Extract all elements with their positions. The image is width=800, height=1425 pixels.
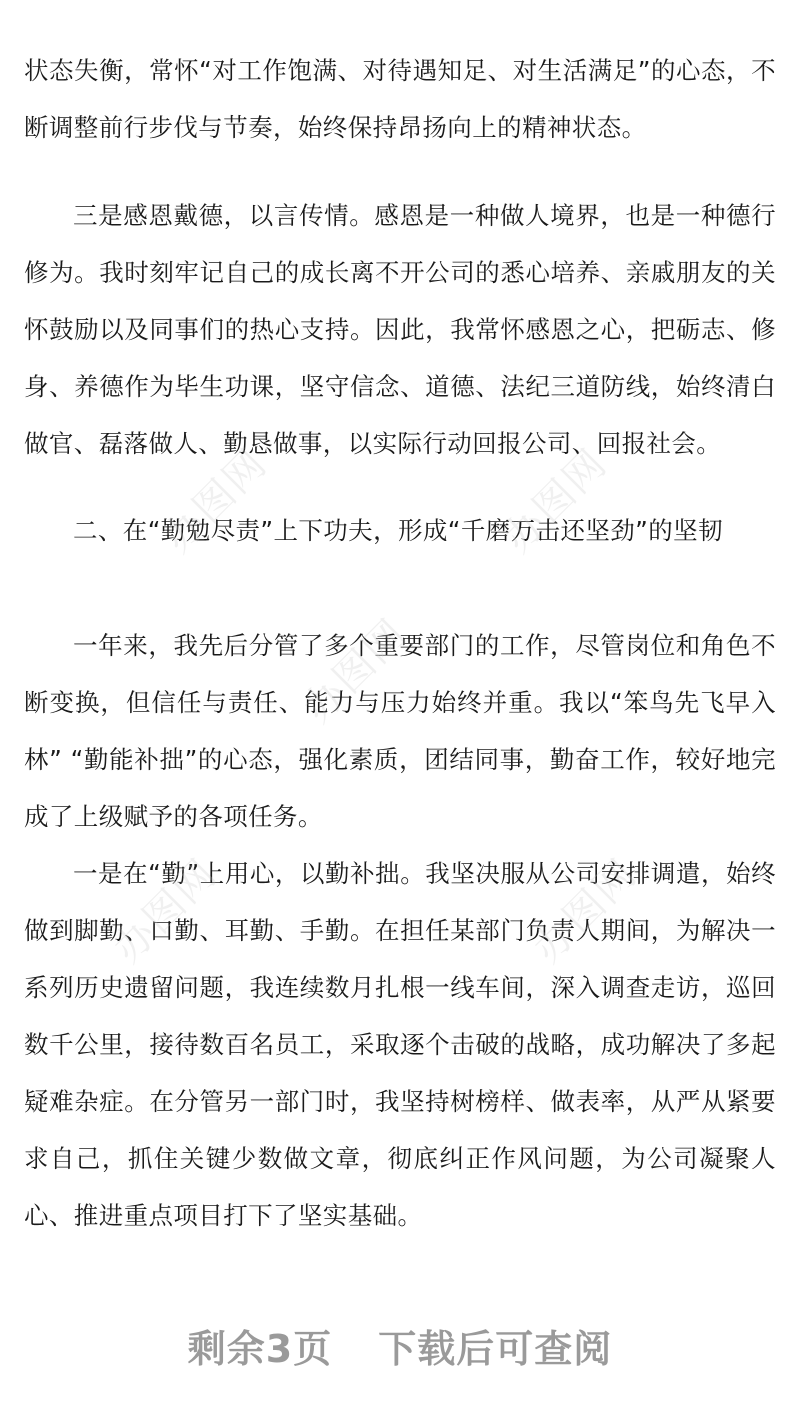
section-heading-diligence: 二、在“勤勉尽责”上下功夫，形成“千磨万击还坚劲”的坚韧 — [73, 516, 723, 545]
watermark: 办图网 — [494, 440, 617, 562]
paragraph-diligence-detail: 一是在“勤”上用心，以勤补拙。我坚决服从公司安排调遣，始终做到脚勤、口勤、耳勤、手勤。在担任某部门负责人期间，为解决一系列历史遗留问题，我连续数月扎根一线车间，深入调查走访，巡回数千公里，接待数百名员工，采取逐个击破的战略，成功解决了多起疑难杂症。在分管另一部门时，我坚持树榜样、做表率，从严从紧要求自己，抓住关键少数做文章，彻底纠正作风问题，为公司凝聚人心、推进重点项目打下了坚实基础。 — [24, 859, 776, 1230]
paragraph-continuation: 状态失衡，常怀“对工作饱满、对待遇知足、对生活满足”的心态，不断调整前行步伐与节奏，始终保持昂扬向上的精神状态。 — [24, 56, 776, 142]
watermark: 办图网 — [154, 440, 277, 562]
paragraph-year-review: 一年来，我先后分管了多个重要部门的工作，尽管岗位和角色不断变换，但信任与责任、能力与压力始终并重。我以“笨鸟先飞早入林” “勤能补拙”的心态，强化素质，团结同事，勤奋工作，较好地完成了上级赋予的各项任务。 — [24, 631, 776, 831]
watermark: 办图网 — [524, 850, 647, 972]
download-to-view-label: 下载后可查阅 — [378, 1327, 613, 1371]
paragraph-gratitude: 三是感恩戴德，以言传情。感恩是一种做人境界，也是一种德行修为。我时刻牢记自己的成长离不开公司的悉心培养、亲戚朋友的关怀鼓励以及同事们的热心支持。因此，我常怀感恩之心，把砺志、修身、养德作为毕生功课，坚守信念、道德、法纪三道防线，始终清白做官、磊落做人、勤恳做事，以实际行动回报公司、回报社会。 — [24, 201, 776, 458]
watermark: 办图网 — [104, 850, 227, 972]
watermark: 办图网 — [294, 610, 417, 732]
download-prompt[interactable] — [0, 1318, 800, 1373]
remaining-pages-label: 剩余3页 — [187, 1327, 333, 1371]
